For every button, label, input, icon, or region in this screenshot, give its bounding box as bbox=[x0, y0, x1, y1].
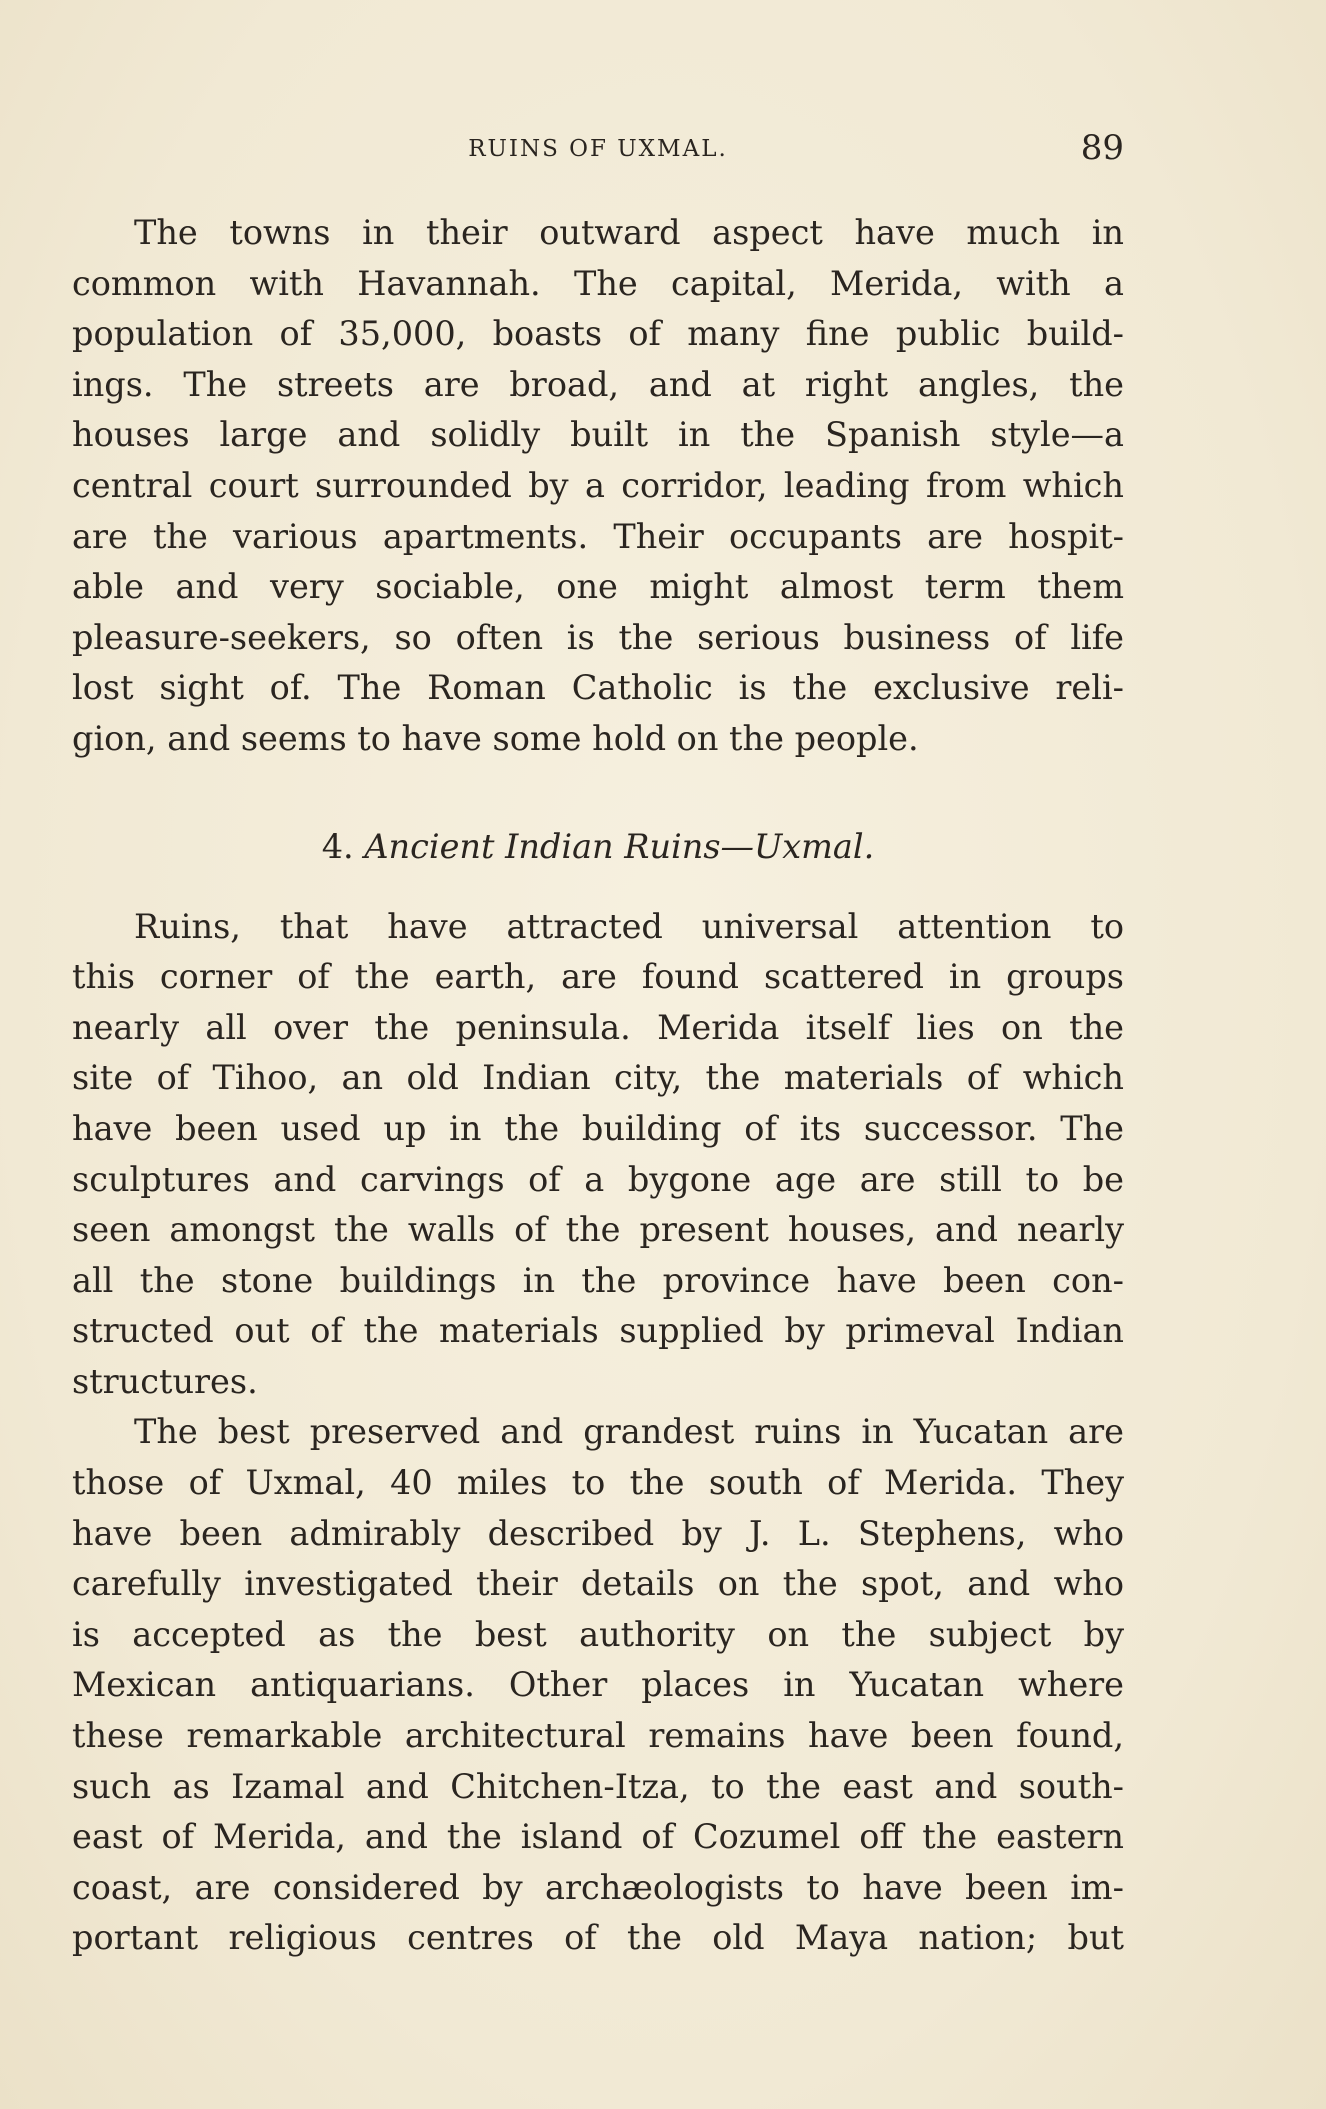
text-line: those of Uxmal, 40 miles to the south of Merida. They bbox=[72, 1463, 1124, 1503]
text-line: portant religious centres of the old Maya nation; but bbox=[72, 1918, 1124, 1958]
text-line: gion, and seems to have some hold on the people. bbox=[72, 718, 919, 758]
text-line: are the various apartments. Their occupants are hospit- bbox=[72, 516, 1124, 556]
section-title: Ancient Indian Ruins—Uxmal. bbox=[364, 826, 875, 866]
body-text bbox=[72, 208, 1124, 1964]
text-line: such as Izamal and Chitchen-Itza, to the east and south- bbox=[72, 1766, 1124, 1806]
text-line: all the stone buildings in the province have been con- bbox=[72, 1260, 1124, 1300]
running-title: RUINS OF UXMAL. bbox=[468, 136, 728, 162]
text-line: sculptures and carvings of a bygone age are still to be bbox=[72, 1159, 1124, 1199]
paragraph-2 bbox=[72, 902, 1124, 1408]
text-line: structures. bbox=[72, 1361, 258, 1401]
paragraph-1 bbox=[72, 208, 1124, 765]
text-line: carefully investigated their details on the spot, and who bbox=[72, 1564, 1124, 1604]
text-line: have been used up in the building of its successor. The bbox=[72, 1108, 1124, 1148]
text-line: Mexican antiquarians. Other places in Yucatan where bbox=[72, 1665, 1124, 1705]
text-line: site of Tihoo, an old Indian city, the materials of which bbox=[72, 1058, 1124, 1098]
text-line: The best preserved and grandest ruins in Yucatan are bbox=[134, 1412, 1124, 1452]
text-line: able and very sociable, one might almost term them bbox=[72, 567, 1124, 607]
section-number: 4. bbox=[321, 826, 354, 866]
text-line: structed out of the materials supplied by primeval Indian bbox=[72, 1311, 1124, 1351]
text-line: houses large and solidly built in the Spanish style—a bbox=[72, 415, 1124, 455]
text-line: central court surrounded by a corridor, leading from which bbox=[72, 465, 1124, 505]
text-line: pleasure-seekers, so often is the serious business of life bbox=[72, 617, 1124, 657]
text-line: seen amongst the walls of the present houses, and nearly bbox=[72, 1210, 1124, 1250]
text-line: have been admirably described by J. L. Stephens, who bbox=[72, 1513, 1124, 1553]
text-line: this corner of the earth, are found scattered in groups bbox=[72, 957, 1124, 997]
text-line: nearly all over the peninsula. Merida itself lies on the bbox=[72, 1007, 1124, 1047]
section-heading bbox=[72, 822, 1124, 872]
text-line: Ruins, that have attracted universal attention to bbox=[134, 906, 1124, 946]
paragraph-3 bbox=[72, 1407, 1124, 1964]
text-line: is accepted as the best authority on the subject by bbox=[72, 1614, 1124, 1654]
running-head bbox=[72, 128, 1124, 168]
text-line: common with Havannah. The capital, Merida, with a bbox=[72, 263, 1124, 303]
text-line: ings. The streets are broad, and at right angles, the bbox=[72, 364, 1124, 404]
text-line: east of Merida, and the island of Cozumel off the eastern bbox=[72, 1817, 1124, 1857]
page-number: 89 bbox=[1080, 128, 1124, 168]
text-line: population of 35,000, boasts of many fine public build- bbox=[72, 314, 1124, 354]
text-line: The towns in their outward aspect have much in bbox=[134, 213, 1124, 252]
text-line: lost sight of. The Roman Catholic is the exclusive reli- bbox=[72, 668, 1124, 708]
text-line: coast, are considered by archæologists to have been im- bbox=[72, 1867, 1124, 1907]
text-line: these remarkable architectural remains have been found, bbox=[72, 1716, 1124, 1756]
